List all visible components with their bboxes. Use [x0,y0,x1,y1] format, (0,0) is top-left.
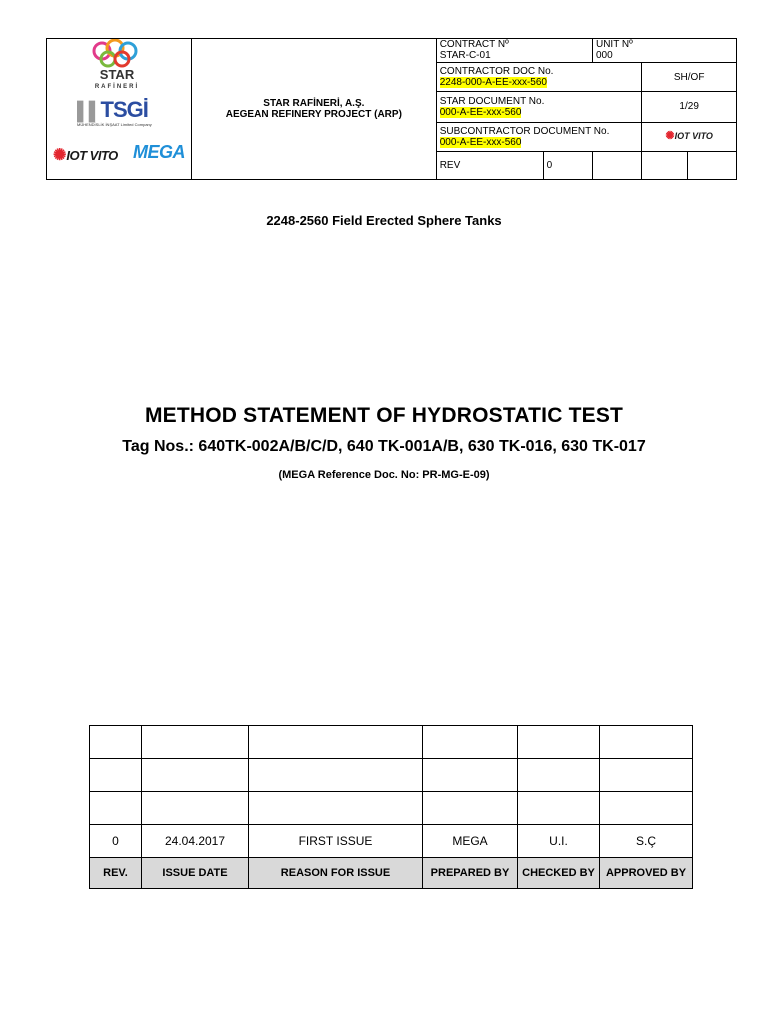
contract-label: CONTRACT Nº [439,39,509,50]
header-approved-by: APPROVED BY [600,858,693,889]
unit-cell [592,39,736,63]
subcontractor-doc-cell [436,122,642,151]
header-rev: REV. [90,858,142,889]
iot-sun-icon: ✺ [53,147,67,164]
table-cell [600,726,693,759]
table-cell [518,726,600,759]
table-row [90,726,693,759]
tsgi-logo-text: TSGİ [100,97,148,122]
table-cell [142,759,249,792]
header-issue-date: ISSUE DATE [142,858,249,889]
subcontractor-doc-label: SUBCONTRACTOR DOCUMENT No. [439,125,610,137]
star-doc-cell [436,92,642,122]
header-reason: REASON FOR ISSUE [249,858,423,889]
table-cell [90,759,142,792]
reference-doc: (MEGA Reference Doc. No: PR-MG-E-09) [278,469,490,481]
project-line: 2248-2560 Field Erected Sphere Tanks [266,213,502,228]
table-cell [142,726,249,759]
subcontractor-doc-value: 000-A-EE-xxx-560 [439,136,522,148]
contractor-doc-label: CONTRACTOR DOC No. [439,66,554,78]
prepared-by-cell: MEGA [423,825,518,858]
iot-vito-small-logo-cell [642,122,737,151]
table-cell [518,792,600,825]
unit-label: UNIT Nº [595,39,633,50]
table-row [90,825,693,858]
iot-vito-small-logo: IOT VITO [674,131,713,142]
rev-number-cell: 0 [90,825,142,858]
company-cell [191,39,436,180]
contract-cell [436,39,592,63]
reason-cell: FIRST ISSUE [249,825,423,858]
rev-label: REV [436,151,543,179]
contractor-doc-cell [436,63,642,92]
revision-table [89,725,693,889]
unit-value: 000 [595,50,613,61]
rev-value: 0 [543,151,592,179]
table-cell [423,726,518,759]
tag-numbers: Tag Nos.: 640TK-002A/B/C/D, 640 TK-001A/B, 630 TK-016, 630 TK-017 [122,438,646,455]
table-cell [90,726,142,759]
rev-blank-3 [687,151,736,179]
table-cell [518,759,600,792]
tsgi-logo: ▌▌TSGİ MÜHENDİSLİK İNŞAAT Limited Company [77,99,163,131]
contractor-doc-value: 2248-000-A-EE-xxx-560 [439,77,547,89]
iot-sun-icon: ✺ [665,130,675,143]
table-cell [423,759,518,792]
sh-of-label: SH/OF [642,63,737,92]
table-cell [600,792,693,825]
tsgi-logo-subtext: MÜHENDİSLİK İNŞAAT Limited Company [77,122,152,127]
star-rafineri-logo [77,39,157,89]
header-prepared-by: PREPARED BY [423,858,518,889]
document-header [46,38,737,180]
checked-by-cell: U.I. [518,825,600,858]
table-row [90,759,693,792]
table-cell [142,792,249,825]
sheet-value: 1/29 [642,92,737,122]
project-name: AEGEAN REFINERY PROJECT (ARP) [225,109,402,120]
document-title: METHOD STATEMENT OF HYDROSTATIC TEST [144,404,624,427]
table-cell [249,759,423,792]
star-doc-value: 000-A-EE-xxx-560 [439,106,522,118]
table-cell [249,726,423,759]
table-cell [423,792,518,825]
table-row [90,792,693,825]
company-name: STAR RAFİNERİ, A.Ş. [263,98,365,109]
table-cell [600,759,693,792]
star-doc-label: STAR DOCUMENT No. [439,95,545,107]
table-header-row [90,858,693,889]
issue-date-cell: 24.04.2017 [142,825,249,858]
svg-text:RAFİNERİ: RAFİNERİ [94,84,140,89]
iot-vito-logo: ✺IOT VITO [53,147,118,164]
logo-area [47,39,192,180]
mega-logo: MEGA [133,142,185,162]
svg-text:STAR: STAR [99,67,135,82]
contract-value: STAR-C-01 [439,50,491,61]
header-checked-by: CHECKED BY [518,858,600,889]
rev-blank-2 [642,151,687,179]
table-cell [249,792,423,825]
approved-by-cell: S.Ç [600,825,693,858]
table-cell [90,792,142,825]
rev-blank-1 [592,151,641,179]
